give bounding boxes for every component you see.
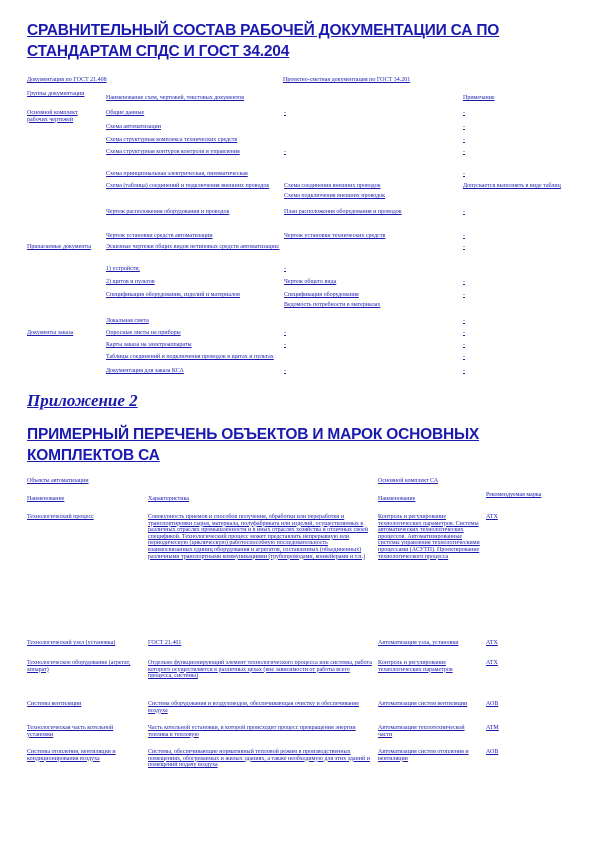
table2-name-cell: Системы отопления, вентиляции и кондиционирования воздуха xyxy=(27,749,116,762)
table1-name-cell: Общие данные xyxy=(106,110,145,116)
table1-gost-cell: - xyxy=(284,266,286,272)
table1-note-cell: - xyxy=(463,233,465,239)
table2-char-cell: ГОСТ 21.401 xyxy=(148,640,182,646)
table2-name-cell: Технологический процесс xyxy=(27,514,94,520)
table2-col-char: Характеристика xyxy=(148,496,189,502)
table2-mark-cell: АТМ xyxy=(486,725,499,731)
table1-note-cell: - xyxy=(463,149,465,155)
table2-header-left: Объекты автоматизации xyxy=(27,478,89,484)
table1-note-cell: - xyxy=(463,137,465,143)
table2-mark-cell: АОВ xyxy=(486,749,499,755)
table1-name-cell: Схема автоматизации xyxy=(106,124,161,130)
appendix-heading: Приложение 2 xyxy=(27,391,138,410)
table2-char-cell: Часть котельной установки, в которой происходит процесс превращения энергии топлива в тепловую xyxy=(148,725,356,738)
table2-set-cell: Контроль и регулирование технологических параметров. Системы автоматических технологических процессов. Автоматизированные системы управления технологическими процессами (АСУТП). Проектирование технологического процесса xyxy=(378,514,480,560)
table1-gost-cell: План расположения оборудования и проводок xyxy=(284,209,402,215)
table2-set-cell: Автоматизация систем вентиляции xyxy=(378,701,468,707)
table1-gost-cell: Схема подключения внешних проводок xyxy=(284,193,386,199)
table1-group-cell: Основной комплект рабочих чертежей xyxy=(27,110,78,123)
table2-mark-cell: АТХ xyxy=(486,640,498,646)
table1-name-cell: Документация для заказа КСА xyxy=(106,368,184,374)
table2-char-cell: Отдельно функционирующий элемент технологического процесса или системы, работа которого осуществляется в различных цехах (вне зависимости от работы всего процесса, системы) xyxy=(148,660,372,680)
table2-set-cell: Автоматизация теплотехнической части xyxy=(378,725,465,738)
table2-name-cell: Технологическое оборудование (агрегат, аппарат) xyxy=(27,660,131,673)
table1-note-cell: - xyxy=(463,292,465,298)
table2-name-cell: Технологическая часть котельной установки xyxy=(27,725,114,738)
table1-name-cell: Таблицы соединений и подключения проводок в щитах и пультах xyxy=(106,354,274,360)
table1-note-cell: - xyxy=(463,110,465,116)
table1-note-cell: - xyxy=(463,124,465,130)
table1-header-right: Проектно-сметная документация по ГОСТ 34.201 xyxy=(283,77,411,83)
table2-char-cell: Система оборудования и воздуховодов, обеспечивающая очистку и обеспечивание воздуха xyxy=(148,701,360,714)
table1-name-cell: Спецификация оборудования, изделий и материалов xyxy=(106,292,240,298)
table1-name-cell: Схема принципиальная электрическая, пневматическая xyxy=(106,171,248,177)
table1-name-cell: 2) щитов и пультов xyxy=(106,279,155,285)
table2-set-cell: Контроль и регулирование технологических параметров xyxy=(378,660,453,673)
table1-name-cell: Карты заказа на электроаппараты xyxy=(106,342,192,348)
table1-gost-cell: - xyxy=(284,342,286,348)
table1-name-cell: 1) устройств; xyxy=(106,266,140,272)
table1-gost-cell: - xyxy=(284,149,286,155)
table1-col-note: Примечание xyxy=(463,95,495,101)
table2-char-cell: Системы, обеспечивающие нормативный тепловой режим в производственных помещениях, обогреваемых и жилых зданиях, а также необходимую для этих зданий и помещений подачу воздуха xyxy=(148,749,370,769)
table2-char-cell: Совокупность приемов и способов получения, обработки или переработки и транспортировки сырья, материала, полуфабриката или изделий, осуществляемых в различных отраслях промышленности и в иных отраслях хозяйства и отличных своей спецификой. Технологический процесс может представлять непрерывную или периодическую (циклическую) работоспособную последовательность взаимосвязанных единиц оборудования и агрегатов, составленных (объединенных) различными транспортными коммуникациями (трубопроводами, конвейерами и т.п.) xyxy=(148,514,368,560)
table1-col-name: Наименование схем, чертежей, текстовых документов xyxy=(106,95,245,101)
table2-mark-cell: АОВ xyxy=(486,701,499,707)
section-title: ПРИМЕРНЫЙ ПЕРЕЧЕНЬ ОБЪЕКТОВ И МАРОК ОСНОВНЫХ КОМПЛЕКТОВ СА xyxy=(27,426,480,464)
table1-note-cell: - xyxy=(463,342,465,348)
table2-name-cell: Технологический узел (установка) xyxy=(27,640,116,646)
table1-note-cell: - xyxy=(463,330,465,336)
table1-note-cell: - xyxy=(463,279,465,285)
table2-mark-cell: АТХ xyxy=(486,660,498,666)
table2-set-cell: Автоматизация систем отопления и вентиляции xyxy=(378,749,469,762)
table1-group-cell: Прилагаемые документы xyxy=(27,244,92,250)
table1-note-cell: - xyxy=(463,318,465,324)
table1-note-cell: Допускается выполнять в виде таблиц xyxy=(463,183,561,189)
table2-col-name: Наименование xyxy=(27,496,65,502)
table2-mark-cell: АТХ xyxy=(486,514,498,520)
table1-group-cell: Документы заказа xyxy=(27,330,74,336)
table1-gost-cell: Спецификация оборудования xyxy=(284,292,359,298)
table1-note-cell: - xyxy=(463,171,465,177)
table1-name-cell: Чертеж установки средств автоматизации xyxy=(106,233,213,239)
table1-name-cell: Схема (таблица) соединений и подключения внешних проводок xyxy=(106,183,270,189)
table1-note-cell: - xyxy=(463,368,465,374)
table1-gost-cell: - xyxy=(284,368,286,374)
table2-header-right: Основной комплект СА xyxy=(378,478,439,484)
table2-col-set: Наименование xyxy=(378,496,416,502)
table2-set-cell: Автоматизация узла, установки xyxy=(378,640,459,646)
table1-col-group: Группы документации xyxy=(27,91,85,97)
page-title: СРАВНИТЕЛЬНЫЙ СОСТАВ РАБОЧЕЙ ДОКУМЕНТАЦИИ СА ПО СТАНДАРТАМ СПДС И ГОСТ 34.204 xyxy=(27,22,500,60)
table1-note-cell: - xyxy=(463,209,465,215)
table1-note-cell: - xyxy=(463,354,465,360)
table1-name-cell: Схема структурная контуров контроля и управления xyxy=(106,149,240,155)
table1-gost-cell: - xyxy=(284,110,286,116)
table1-gost-cell: Чертеж общего вида xyxy=(284,279,337,285)
table1-gost-cell: - xyxy=(284,330,286,336)
table1-name-cell: Схема структурная комплекса технических средств xyxy=(106,137,238,143)
table1-gost-cell: Схема соединения внешних проводок xyxy=(284,183,381,189)
table1-name-cell: Чертеж расположения оборудования и проводок xyxy=(106,209,230,215)
table2-name-cell: Системы вентиляции xyxy=(27,701,82,707)
table1-name-cell: Эскизные чертежи общих видов нетиповых средств автоматизации: xyxy=(106,244,280,250)
table1-gost-cell: Чертеж установки технических средств xyxy=(284,233,386,239)
table1-note-cell: - xyxy=(463,244,465,250)
table1-gost-cell: Ведомость потребности в материалах xyxy=(284,302,381,308)
table2-col-mark: Рекомендуемая марка xyxy=(486,492,542,498)
table1-name-cell: Опросные листы на приборы xyxy=(106,330,181,336)
table1-name-cell: Локальная смета xyxy=(106,318,149,324)
table1-header-left: Документация по ГОСТ 21.408 xyxy=(27,77,107,83)
